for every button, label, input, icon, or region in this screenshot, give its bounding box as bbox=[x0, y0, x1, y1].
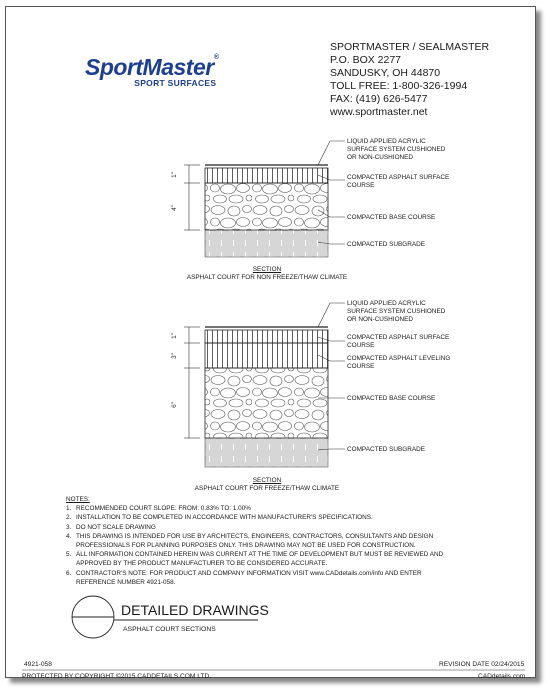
note-6-cont: REFERENCE NUMBER 4921-058. bbox=[76, 578, 176, 586]
company-city: SANDUSKY, OH 44870 bbox=[330, 67, 441, 79]
note-1: 1. RECOMMENDED COURT SLOPE: FROM: 0.83% TO: 1.00% bbox=[66, 505, 251, 513]
s1-label-asphalt-2: COURSE bbox=[347, 182, 375, 189]
logo-trademark: ® bbox=[213, 54, 219, 61]
note-3: 3. DO NOT SCALE DRAWING bbox=[66, 523, 156, 531]
s2-label-base: COMPACTED BASE COURSE bbox=[347, 395, 436, 402]
s2-label-acrylic-3: OR NON-CUSHIONED bbox=[347, 316, 414, 323]
s2-caption-title: SECTION bbox=[252, 477, 282, 484]
company-name: SPORTMASTER / SEALMASTER bbox=[330, 41, 490, 53]
copyright-notice: PROTECTED BY COPYRIGHT ©2015 CADDETAILS.COM LTD. bbox=[22, 673, 212, 680]
s2-caption bbox=[160, 477, 374, 493]
notes-title: NOTES: bbox=[66, 496, 90, 503]
s1-label-acrylic-3: OR NON-CUSHIONED bbox=[347, 154, 414, 161]
s1-base-course-layer bbox=[205, 183, 328, 230]
notes-block bbox=[66, 495, 466, 587]
s2-label-asphalt-2: COURSE bbox=[347, 342, 375, 349]
company-po-box: P.O. BOX 2277 bbox=[330, 54, 402, 66]
s1-label-asphalt-1: COMPACTED ASPHALT SURFACE bbox=[347, 174, 450, 181]
s1-caption-title: SECTION bbox=[252, 266, 282, 273]
section-1-detail bbox=[184, 141, 345, 257]
s1-dim-base: 4" bbox=[170, 205, 178, 211]
s1-label-base: COMPACTED BASE COURSE bbox=[347, 214, 436, 221]
drawing-title: DETAILED DRAWINGS bbox=[121, 602, 269, 618]
s1-label-acrylic-2: SURFACE SYSTEM CUSHIONED bbox=[347, 146, 446, 153]
note-5: 5. ALL INFORMATION CONTAINED HEREIN WAS CURRENT AT THE TIME OF DEVELOPMENT BUT MUST BE REVIEWED AND bbox=[66, 551, 444, 559]
s2-base-course-layer bbox=[205, 368, 328, 438]
logo-tagline: SPORT SURFACES bbox=[134, 78, 217, 88]
s1-dimensions bbox=[184, 165, 200, 230]
company-website[interactable]: www.sportmaster.net bbox=[330, 106, 428, 118]
s2-asphalt-leveling-layer bbox=[205, 343, 328, 368]
note-2: 2. INSTALLATION TO BE COMPLETED IN ACCORDANCE WITH MANUFACTURER'S SPECIFICATIONS. bbox=[66, 514, 373, 522]
company-fax: FAX: (419) 626-5477 bbox=[330, 93, 428, 105]
revision-date: REVISION DATE 02/24/2015 bbox=[439, 661, 525, 668]
s2-label-acrylic-2: SURFACE SYSTEM CUSHIONED bbox=[347, 308, 446, 315]
note-5-cont: APPROVED BY THE PRODUCT MANUFACTURER TO BE CONSIDERED ACCURATE. bbox=[76, 560, 328, 568]
section-2-detail bbox=[184, 303, 345, 467]
reference-number: 4921-058 bbox=[24, 661, 52, 668]
note-6: 6. CONTRACTOR'S NOTE: FOR PRODUCT AND COMPANY INFORMATION VISIT www.CADdetails.com/info AND ENTER bbox=[66, 569, 422, 577]
s2-label-leveling-1: COMPACTED ASPHALT LEVELING bbox=[347, 355, 451, 362]
s1-dim-surface: 1" bbox=[170, 172, 178, 178]
s2-label-acrylic-1: LIQUID APPLIED ACRYLIC bbox=[347, 300, 426, 307]
s2-asphalt-surface-layer bbox=[205, 330, 328, 343]
s2-subgrade-layer bbox=[205, 438, 328, 467]
s1-caption-text: ASPHALT COURT FOR NON FREEZE/THAW CLIMATE bbox=[186, 274, 348, 281]
note-4: 4. THIS DRAWING IS INTENDED FOR USE BY ARCHITECTS, ENGINEERS, CONTRACTORS, CONSULTANTS AND DESIGN bbox=[66, 532, 434, 540]
logo-wordmark: SportMaster bbox=[85, 54, 214, 80]
s1-caption bbox=[160, 266, 374, 282]
note-4-cont: PROFESSIONALS FOR PLANNING PURPOSES ONLY. THIS DRAWING MAY NOT BE USED FOR CONSTRUCTION. bbox=[76, 542, 416, 550]
s2-dim-surface: 1" bbox=[170, 333, 178, 339]
s2-label-subgrade: COMPACTED SUBGRADE bbox=[347, 446, 425, 453]
s1-subgrade-layer bbox=[205, 230, 328, 257]
s2-label-leveling-2: COURSE bbox=[347, 363, 375, 370]
s1-label-subgrade: COMPACTED SUBGRADE bbox=[347, 241, 425, 248]
s1-asphalt-surface-layer bbox=[205, 168, 328, 183]
s2-dimensions bbox=[184, 327, 200, 438]
s2-dim-base: 6" bbox=[170, 402, 178, 408]
company-toll-free: TOLL FREE: 1-800-326-1994 bbox=[330, 80, 468, 92]
drawing-subtitle: ASPHALT COURT SECTIONS bbox=[123, 626, 216, 633]
s2-dim-leveling: 3" bbox=[170, 353, 178, 359]
s2-label-asphalt-1: COMPACTED ASPHALT SURFACE bbox=[347, 334, 450, 341]
s2-caption-text: ASPHALT COURT FOR FREEZE/THAW CLIMATE bbox=[194, 485, 340, 492]
caddetails-link[interactable]: CADdetails.com bbox=[478, 673, 526, 680]
s1-label-acrylic-1: LIQUID APPLIED ACRYLIC bbox=[347, 138, 426, 145]
